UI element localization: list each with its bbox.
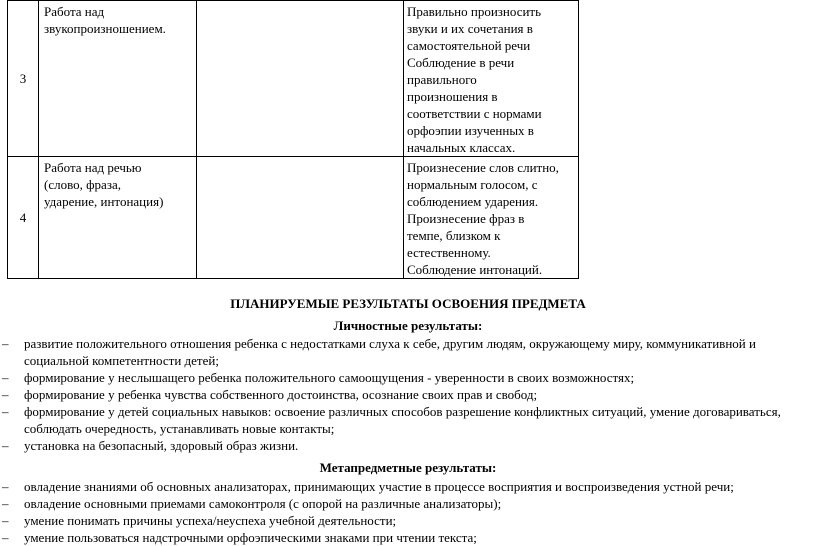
- curriculum-table: [7, 0, 579, 279]
- list-item-text: умение пользоваться надстрочными орфоэпическими знаками при чтении текста;: [24, 530, 477, 545]
- dash-bullet: –: [2, 387, 9, 402]
- table-row: [8, 1, 579, 157]
- row-results: Правильно произносить звуки и их сочетания в самостоятельной речи Соблюдение в речи правильного произношения в соответствии с нормами орфоэпии изученных в начальных классах.: [404, 1, 579, 157]
- section-title: ПЛАНИРУЕМЫЕ РЕЗУЛЬТАТЫ ОСВОЕНИЯ ПРЕДМЕТА: [230, 296, 586, 311]
- dash-bullet: –: [2, 530, 9, 545]
- row-topic: Работа над звукопроизношением.: [39, 1, 197, 157]
- metasubject-results-title: Метапредметные результаты:: [319, 460, 497, 475]
- list-item: [0, 403, 812, 437]
- personal-results-list: [0, 335, 812, 454]
- empty-cell: [197, 1, 404, 157]
- list-item: [0, 478, 812, 495]
- list-item: [0, 369, 812, 386]
- list-item-text: формирование у ребенка чувства собственного достоинства, осознание своих прав и свобод;: [24, 387, 538, 402]
- row-number: 3: [8, 1, 39, 157]
- list-item: [0, 512, 812, 529]
- dash-bullet: –: [2, 336, 9, 351]
- list-item: [0, 529, 812, 546]
- list-item-text: овладение знаниями об основных анализаторах, принимающих участие в процессе восприятия и воспроизведения устной речи;: [24, 479, 734, 494]
- list-item-text: развитие положительного отношения ребенка с недостатками слуха к себе, другим людям, окружающему миру, коммуникативной и социальной компетентности детей;: [24, 336, 756, 368]
- dash-bullet: –: [2, 438, 9, 453]
- metasubject-results-list: [0, 478, 812, 546]
- list-item-text: формирование у неслышащего ребенка положительного самоощущения - уверенности в своих возможностях;: [24, 370, 635, 385]
- list-item: [0, 495, 812, 512]
- list-item: [0, 386, 812, 403]
- row-results: Произнесение слов слитно, нормальным голосом, с соблюдением ударения. Произнесение фраз в темпе, близком к естественному. Соблюдение интонаций.: [404, 157, 579, 279]
- dash-bullet: –: [2, 513, 9, 528]
- table-row: [8, 157, 579, 279]
- list-item: [0, 335, 812, 369]
- dash-bullet: –: [2, 370, 9, 385]
- dash-bullet: –: [2, 496, 9, 511]
- dash-bullet: –: [2, 479, 9, 494]
- list-item: [0, 437, 812, 454]
- list-item-text: формирование у детей социальных навыков: освоение различных способов разрешение конфликтных ситуаций, умение договариваться, соблюдать очередность, устанавливать новые контакты;: [24, 404, 781, 436]
- list-item-text: умение понимать причины успеха/неуспеха учебной деятельности;: [24, 513, 397, 528]
- personal-results-title: Личностные результаты:: [333, 318, 483, 333]
- list-item-text: установка на безопасный, здоровый образ жизни.: [24, 438, 299, 453]
- dash-bullet: –: [2, 404, 9, 419]
- row-topic: Работа над речью (слово, фраза, ударение, интонация): [39, 157, 197, 279]
- empty-cell: [197, 157, 404, 279]
- row-number: 4: [8, 157, 39, 279]
- list-item-text: овладение основными приемами самоконтроля (с опорой на различные анализаторы);: [24, 496, 502, 511]
